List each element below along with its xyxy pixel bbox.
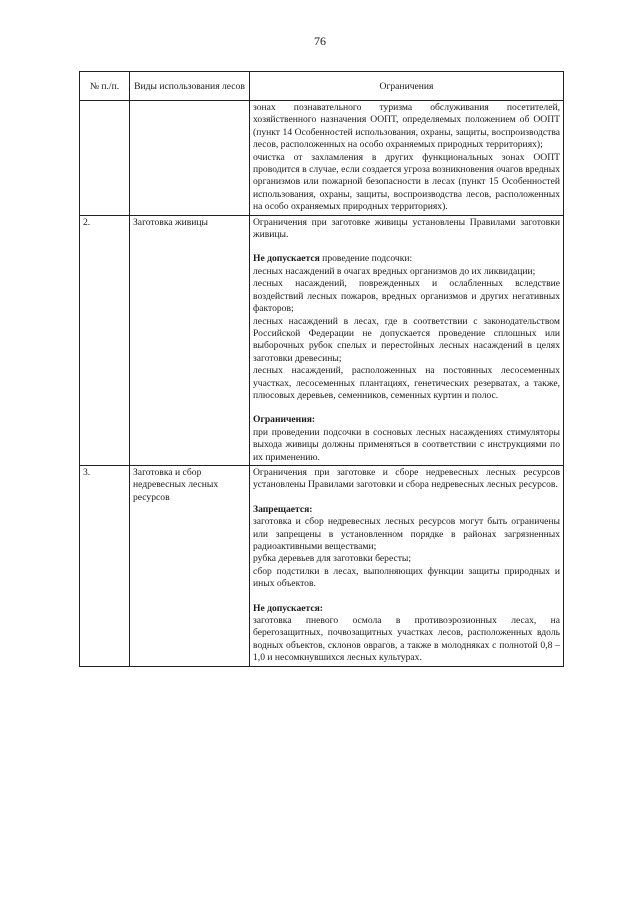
restrictions-cell bbox=[250, 101, 564, 216]
restriction-paragraph bbox=[253, 603, 560, 615]
restriction-heading: Не допускается: bbox=[253, 602, 323, 614]
forest-use-type: Заготовка живицы bbox=[130, 215, 250, 465]
restrictions-cell bbox=[250, 465, 564, 666]
restrictions-table bbox=[79, 71, 564, 667]
restriction-text: лесных насаждений, поврежденных и ослабленных вследствие воздействий лесных пожаров, вредных организмов и других негативных факторов; bbox=[253, 278, 560, 315]
table-row bbox=[80, 101, 564, 216]
header-restrictions: Ограничения bbox=[250, 72, 564, 101]
restriction-text: заготовка и сбор недревесных лесных ресурсов могут быть ограничены или запрещены в установленном порядке в районах загрязненных радиоактивными веществами; bbox=[253, 516, 560, 552]
restriction-text: Ограничения при заготовке и сборе недревесных лесных ресурсов установлены Правилами заготовки и сбора недревесных лесных ресурсов. bbox=[253, 466, 560, 491]
restriction-paragraph bbox=[253, 504, 560, 516]
restriction-paragraph bbox=[253, 217, 560, 242]
restriction-paragraph bbox=[253, 467, 560, 492]
restriction-paragraph bbox=[253, 152, 560, 214]
restriction-paragraph bbox=[253, 316, 560, 366]
restriction-paragraph bbox=[253, 266, 560, 278]
table-row bbox=[80, 215, 564, 465]
restriction-text: при проведении подсочки в сосновых лесных насаждениях стимуляторы выхода живицы должны применяться в соответствии с инструкциями по их применению. bbox=[253, 426, 560, 463]
restriction-paragraph bbox=[253, 278, 560, 315]
restriction-text: Ограничения при заготовке живицы установлены Правилами заготовки живицы. bbox=[253, 216, 560, 241]
restriction-paragraph bbox=[253, 102, 560, 152]
restriction-paragraph bbox=[253, 427, 560, 464]
restrictions-cell bbox=[250, 215, 564, 465]
restriction-paragraph bbox=[253, 553, 560, 565]
forest-use-type bbox=[130, 101, 250, 216]
restriction-heading: Не допускается bbox=[253, 253, 320, 265]
restriction-paragraph bbox=[253, 566, 560, 591]
restriction-text: проведение подсочки: bbox=[319, 253, 413, 265]
restriction-heading: Запрещается: bbox=[253, 503, 313, 515]
restriction-text: сбор подстилки в лесах, выполняющих функции защиты природных и иных объектов. bbox=[253, 565, 560, 590]
restriction-paragraph bbox=[253, 615, 560, 665]
restriction-text: лесных насаждений в очагах вредных организмов до их ликвидации; bbox=[253, 265, 536, 277]
restriction-paragraph bbox=[253, 253, 560, 265]
row-number: 3. bbox=[80, 465, 130, 666]
row-number: 2. bbox=[80, 215, 130, 465]
row-number bbox=[80, 101, 130, 216]
restriction-text: лесных насаждений, расположенных на постоянных лесосеменных участках, лесосеменных плантациях, генетических резерватах, а также, плюсовых деревьев, семенников, семенных куртин и полос. bbox=[253, 365, 560, 401]
table-header-row bbox=[80, 72, 564, 101]
forest-use-type: Заготовка и сбор недревесных лесных ресурсов bbox=[130, 465, 250, 666]
restriction-text: лесных насаждений в лесах, где в соответствии с законодательством Российской Федерации не допускается проведение сплошных или выборочных рубок спелых и перестойных лесных насаждений в целях заготовки древесины; bbox=[253, 315, 560, 364]
restriction-text: очистка от захламления в других функциональных зонах ООПТ проводится в случае, если создается угроза возникновения очагов вредных организмов или пожарной безопасности в лесах (пункт 15 Особенностей использования, охраны, защиты, воспроизводства лесов, расположенных на особо охраняемых природных территориях). bbox=[253, 151, 560, 213]
header-number: № п./п. bbox=[80, 72, 130, 101]
restriction-paragraph bbox=[253, 365, 560, 402]
restriction-paragraph bbox=[253, 414, 560, 426]
restriction-text: рубка деревьев для заготовки бересты; bbox=[253, 553, 412, 565]
restriction-heading: Ограничения: bbox=[253, 414, 316, 426]
restriction-paragraph bbox=[253, 516, 560, 553]
restriction-text: зонах познавательного туризма обслуживания посетителей, хозяйственного назначения ООПТ, определяемых положением об ООПТ (пункт 14 Особенностей использования, охраны, защиты, воспроизводства лесов, расположенных на особо охраняемых природных территориях); bbox=[253, 102, 560, 151]
restriction-text: заготовка пневого осмола в противоэрозионных лесах, на берегозащитных, почвозащитных участках лесов, расположенных вдоль водных объектов, склонов оврагов, а также в молодняках с полнотой 0,8 – 1,0 и несомкнувшихся лесных культурах. bbox=[253, 615, 560, 664]
page-number: 76 bbox=[314, 34, 326, 48]
table-row bbox=[80, 465, 564, 666]
header-forest-use: Виды использования лесов bbox=[130, 72, 250, 101]
